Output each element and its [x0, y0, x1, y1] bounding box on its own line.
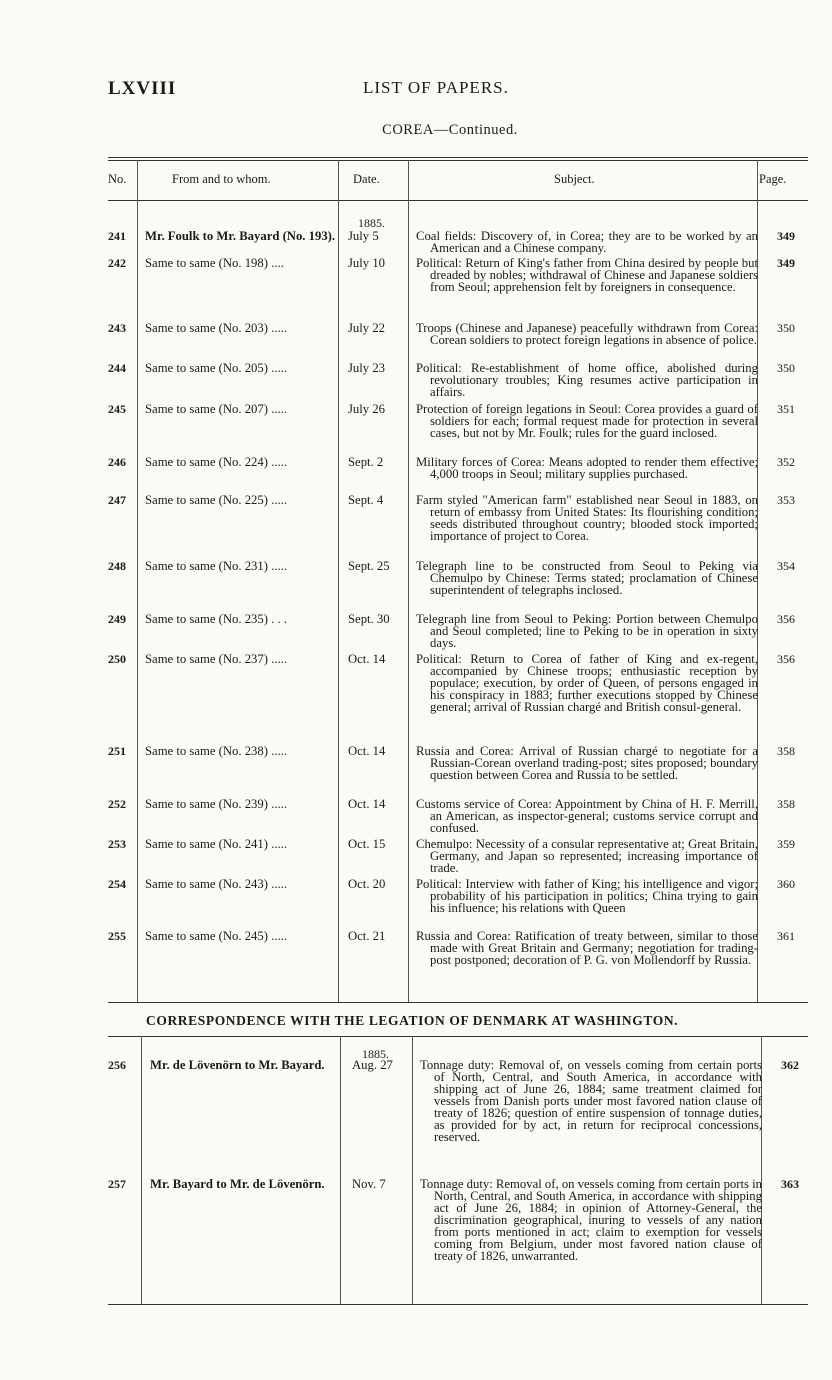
row-from: Same to same (No. 205) .....	[145, 361, 288, 375]
row-from: Same to same (No. 245) .....	[145, 929, 288, 943]
row-page: 353	[777, 493, 795, 507]
row-number: 252	[108, 797, 126, 811]
page-title: LIST OF PAPERS.	[363, 78, 509, 97]
row-subject: Tonnage duty: Removal of, on vessels coming from certain ports of North, Central, and South America, in accordance with shipping act of June 26, 1884; same treatment claimed for vessels from Danish ports under most favored nation clause of treaty of 1826; question of entire suspension of tonnage duties, as provided for by act, in return for reciprocal concessions, reserved.	[420, 1058, 762, 1144]
row-number: 247	[108, 493, 126, 507]
row-from: Same to same (No. 235) . . .	[145, 612, 288, 626]
row-number: 257	[108, 1177, 126, 1191]
row-date: July 10	[348, 256, 386, 270]
row-page: 349	[777, 229, 795, 243]
row-page: 362	[781, 1058, 799, 1072]
row-date: Sept. 30	[348, 612, 390, 626]
row-page: 356	[777, 612, 795, 626]
row-number: 251	[108, 744, 126, 758]
page-number: LXVIII	[108, 78, 177, 99]
row-date: Sept. 4	[348, 493, 384, 507]
row-from: Same to same (No. 238) .....	[145, 744, 288, 758]
col-header-no: No.	[108, 172, 127, 186]
row-date: Oct. 15	[348, 837, 386, 851]
row-subject: Customs service of Corea: Appointment by China of H. F. Merrill, an American, as inspector-general; customs service corrupt and confused.	[416, 797, 758, 835]
row-page: 354	[777, 559, 795, 573]
table-bottom-rule	[108, 1304, 808, 1305]
col-sep-6	[340, 1036, 341, 1304]
page-header	[108, 78, 772, 102]
section2-title: CORRESPONDENCE WITH THE LEGATION OF DENMARK AT WASHINGTON.	[146, 1013, 679, 1028]
row-from: Same to same (No. 241) .....	[145, 837, 288, 851]
row-from: Same to same (No. 224) .....	[145, 455, 288, 469]
row-number: 250	[108, 652, 126, 666]
row-date: July 23	[348, 361, 386, 375]
row-number: 253	[108, 837, 126, 851]
row-from: Mr. Bayard to Mr. de Lövenörn.	[150, 1177, 325, 1191]
row-subject: Political: Re-establishment of home office, abolished during revolutionary troubles; King resumes active participation in affairs.	[416, 361, 758, 399]
row-from: Same to same (No. 203) .....	[145, 321, 288, 335]
row-date: Sept. 2	[348, 455, 384, 469]
row-subject: Coal fields: Discovery of, in Corea; they are to be worked by an American and a Chinese company.	[416, 229, 758, 255]
row-page: 358	[777, 744, 795, 758]
row-date: Oct. 20	[348, 877, 386, 891]
col-sep-7	[412, 1036, 413, 1304]
table-top-rule-2	[108, 160, 808, 161]
section2-top-rule	[108, 1036, 808, 1037]
row-date: Oct. 14	[348, 744, 386, 758]
row-number: 243	[108, 321, 126, 335]
row-date: July 22	[348, 321, 386, 335]
row-subject: Military forces of Corea: Means adopted to render them effective; 4,000 troops in Seoul; military supplies purchased.	[416, 455, 758, 481]
row-subject: Farm styled "American farm" established near Seoul in 1883, on return of embassy from United States: Its flourishing condition; seeds distributed throughout country; blooded stock imported; importance of project to Corea.	[416, 493, 758, 543]
row-date: July 5	[348, 229, 379, 243]
row-from: Same to same (No. 225) .....	[145, 493, 288, 507]
row-page: 352	[777, 455, 795, 469]
row-subject: Telegraph line to be constructed from Seoul to Peking via Chemulpo by Chinese: Terms stated; proclamation of Chinese superintendent of telegraphs inclosed.	[416, 559, 758, 597]
col-header-date: Date.	[353, 172, 380, 186]
row-subject: Political: Interview with father of King; his intelligence and vigor; probability of his participation in politics; China trying to gain his influence; his relations with Queen	[416, 877, 758, 915]
row-number: 256	[108, 1058, 126, 1072]
row-date: Oct. 14	[348, 652, 386, 666]
row-from: Same to same (No. 198) ....	[145, 256, 284, 270]
table-top-rule	[108, 157, 808, 158]
row-subject: Protection of foreign legations in Seoul: Corea provides a guard of soldiers for each; formal request made for protection in several cases, but not by Mr. Foulk; rules for the guard inclosed.	[416, 402, 758, 440]
row-number: 246	[108, 455, 126, 469]
col-header-page: Page.	[759, 172, 787, 186]
row-page: 359	[777, 837, 795, 851]
header-bottom-rule	[108, 200, 808, 201]
row-page: 360	[777, 877, 795, 891]
row-subject: Russia and Corea: Arrival of Russian chargé to negotiate for a Russian-Corean overland trading-post; sites proposed; boundary question between Corea and Russia to be settled.	[416, 744, 758, 782]
row-number: 255	[108, 929, 126, 943]
row-number: 248	[108, 559, 126, 573]
row-number: 249	[108, 612, 126, 626]
row-page: 363	[781, 1177, 799, 1191]
section-title: COREA—Continued.	[382, 122, 518, 138]
row-number: 245	[108, 402, 126, 416]
row-from: Same to same (No. 207) .....	[145, 402, 288, 416]
year-label: 1885.	[358, 216, 385, 230]
row-page: 361	[777, 929, 795, 943]
row-subject: Political: Return of King's father from China desired by people but dreaded by nobles; withdrawal of Chinese and Japanese soldiers from Seoul; apprehension felt by foreigners in consequence.	[416, 256, 758, 294]
row-number: 242	[108, 256, 126, 270]
row-date: July 26	[348, 402, 386, 416]
col-header-from: From and to whom.	[172, 172, 271, 186]
row-date: Nov. 7	[352, 1177, 386, 1191]
col-sep-3	[408, 160, 409, 1002]
row-from: Same to same (No. 243) .....	[145, 877, 288, 891]
row-number: 254	[108, 877, 126, 891]
row-date: Oct. 14	[348, 797, 386, 811]
row-date: Sept. 25	[348, 559, 390, 573]
row-from: Same to same (No. 231) .....	[145, 559, 288, 573]
row-subject: Political: Return to Corea of father of King and ex-regent, accompanied by Chinese troops; enthusiastic reception by populace; execution, by order of Queen, of persons engaged in his conspiracy in 1883; further executions stopped by Chinese general; arrival of Russian chargé and British consul-general.	[416, 652, 758, 714]
row-page: 358	[777, 797, 795, 811]
row-subject: Chemulpo: Necessity of a consular representative at; Great Britain, Germany, and Japan so represented; increasing importance of trade.	[416, 837, 758, 875]
row-from: Same to same (No. 239) .....	[145, 797, 288, 811]
col-header-subject: Subject.	[554, 172, 595, 186]
row-date: Oct. 21	[348, 929, 386, 943]
row-subject: Troops (Chinese and Japanese) peacefully withdrawn from Corea: Corean soldiers to protect foreign legations in absence of police.	[416, 321, 758, 347]
row-from: Mr. Foulk to Mr. Bayard (No. 193).	[145, 229, 336, 243]
row-from: Same to same (No. 237) .....	[145, 652, 288, 666]
row-subject: Telegraph line from Seoul to Peking: Portion between Chemulpo and Seoul completed; line to Peking to be in operation in sixty days.	[416, 612, 758, 650]
row-from: Mr. de Lövenörn to Mr. Bayard.	[150, 1058, 325, 1072]
year-label-2: 1885.	[362, 1047, 389, 1061]
row-number: 241	[108, 229, 126, 243]
row-subject: Russia and Corea: Ratification of treaty between, similar to those made with Great Britain and Germany; negotiation for trading-post postponed; decoration of P. G. von Mollendorff by Russia.	[416, 929, 758, 967]
col-sep-2	[338, 160, 339, 1002]
row-page: 351	[777, 402, 795, 416]
row-page: 350	[777, 321, 795, 335]
row-page: 350	[777, 361, 795, 375]
row-date: Aug. 27	[352, 1058, 393, 1072]
row-number: 244	[108, 361, 126, 375]
row-subject: Tonnage duty: Removal of, on vessels coming from certain ports in North, Central, and South America, in accordance with shipping act of June 26, 1884; in opinion of Attorney-General, the discrimination geographical, inuring to vessels of any nation from ports mentioned in act; claim to exemption for vessels coming from Belgium, under most favored nation clause of treaty of 1826, unwarranted.	[420, 1177, 762, 1263]
row-page: 356	[777, 652, 795, 666]
col-sep-5	[141, 1036, 142, 1304]
row-page: 349	[777, 256, 795, 270]
section1-bottom-rule	[108, 1002, 808, 1003]
col-sep-1	[137, 160, 138, 1002]
